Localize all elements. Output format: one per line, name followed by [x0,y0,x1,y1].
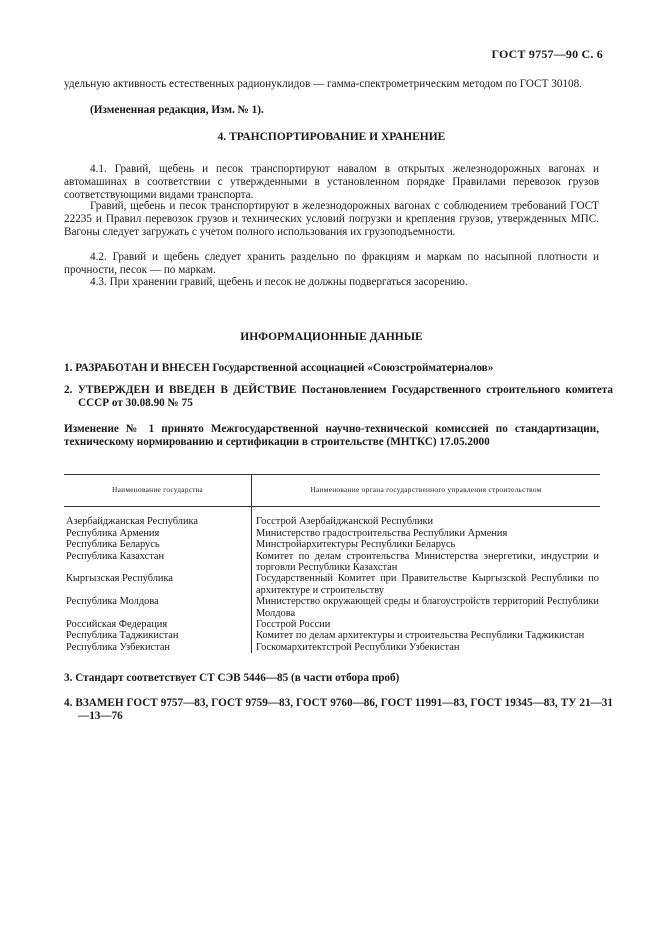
info-data-title: ИНФОРМАЦИОННЫЕ ДАННЫЕ [240,331,423,343]
table-cell-state: Республика Беларусь [64,539,252,550]
table-row [64,596,600,619]
table-cell-authority: Комитет по делам архитектуры и строительства Республики Таджикистан [256,630,585,642]
section-4-paragraph-4-2: 4.2. Гравий и щебень следует хранить раздельно по фракциям и маркам по насыпной плотности и прочности, песок — по маркам. [64,251,599,277]
table-cell-state: Республика Армения [64,528,252,539]
table-cell-authority: Министерство градостроительства Республики Армения [256,527,508,539]
info-item-1: 1. РАЗРАБОТАН И ВНЕСЕН Государственной ассоциацией «Союзстройматериалов» [64,362,494,374]
section-4-paragraph-4-1: 4.1. Гравий, щебень и песок транспортируют навалом в открытых железнодорожных вагонах и автомашинах в соответствии с утвержденными в установленном порядке Правилами перевозок грузов соответствующими видами транспорта. [64,163,599,202]
table-cell-state: Республика Молдова [64,596,252,619]
table-cell-authority: Министерство окружающей среды и благоустройств территорий Республики Молдова [256,596,599,619]
table-row [64,551,600,574]
table-row [64,619,600,630]
section-4-title: 4. ТРАНСПОРТИРОВАНИЕ И ХРАНЕНИЕ [217,131,446,143]
table-cell-authority: Госстрой Азербайджанской Республики [256,516,434,528]
table-cell-authority: Государственный Комитет при Правительстве Кыргызской Республики по архитектуре и строительству [256,573,599,596]
table-cell-authority: Минстройархитектуры Республики Беларусь [256,539,456,551]
section-4-paragraph-4-3: 4.3. При хранении гравий, щебень и песок не должны подвергаться засорению. [90,276,468,288]
table-cell-authority: Госстрой России [256,619,331,631]
table-cell-authority: Комитет по делам строительства Министерства энергетики, индустрии и торговли Республики Казахстан [256,550,599,574]
table-cell-state: Азербайджанская Республика [64,507,252,528]
table-row [64,507,600,528]
amendment-note: (Измененная редакция, Изм. № 1). [90,104,264,116]
table-cell-state: Кыргызская Республика [64,573,252,596]
member-states-table [64,474,600,653]
table-row [64,630,600,641]
table-header-state: Наименование государства [64,475,252,507]
table-cell-state: Республика Таджикистан [64,630,252,641]
table-cell-state: Республика Казахстан [64,551,252,574]
table-row [64,539,600,550]
table-cell-state: Российская Федерация [64,619,252,630]
info-change-1: Изменение № 1 принято Межгосударственной научно-технической комиссией по стандартизации, техническому нормированию и сертификации в строительстве (МНТКС) 17.05.2000 [64,423,599,449]
table-cell-authority: Госкомархитектстрой Республики Узбекистан [256,641,460,653]
section-4-paragraph-rail: Гравий, щебень и песок транспортируют в железнодорожных вагонах с соблюдением требований ГОСТ 22235 и Правил перевозок грузов и технических условий погрузки и крепления грузов, утвержденных МПС. Вагоны следует загружать с учетом полного использования их грузоподъемности. [64,200,599,239]
info-item-3: 3. Стандарт соответствует СТ СЭВ 5446—85 (в части отбора проб) [64,672,400,684]
info-item-2: 2. УТВЕРЖДЕН И ВВЕДЕН В ДЕЙСТВИЕ Постановлением Государственного строительного комитета СССР от 30.08.90 № 75 [64,384,613,410]
table-header-authority: Наименование органа государственного управления строительством [252,475,601,507]
table-header-row [64,475,600,507]
intro-paragraph: удельную активность естественных радионуклидов — гамма-спектрометрическим методом по ГОСТ 30108. [64,78,582,90]
table-row [64,528,600,539]
table-row [64,573,600,596]
table-cell-state: Республика Узбекистан [64,642,252,653]
info-item-4: 4. ВЗАМЕН ГОСТ 9757—83, ГОСТ 9759—83, ГОСТ 9760—86, ГОСТ 11991—83, ГОСТ 19345—83, ТУ 21—31—13—76 [64,697,613,723]
page-header-doc-ref: ГОСТ 9757—90 С. 6 [491,47,603,61]
table-row [64,642,600,653]
